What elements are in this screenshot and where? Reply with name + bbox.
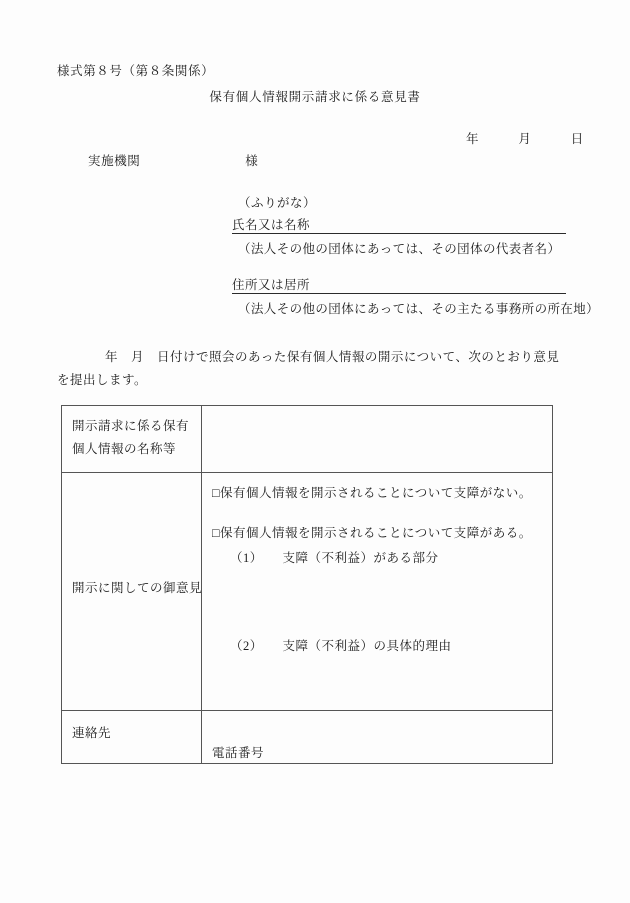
contact-label: 連絡先 (72, 726, 112, 740)
name-field-label: 氏名又は名称 (232, 218, 311, 232)
checkbox-option-has-problem[interactable]: □保有個人情報を開示されることについて支障がある。 (212, 526, 532, 540)
page-title: 保有個人情報開示請求に係る意見書 (209, 90, 421, 104)
address-field-note: （法人その他の団体にあっては、その主たる事務所の所在地） (238, 302, 600, 316)
opinion-label: 開示に関しての御意見 (72, 581, 203, 595)
form-number: 様式第８号（第８条関係） (57, 64, 215, 78)
table-row-opinion (62, 473, 553, 711)
phone-number-label: 電話番号 (212, 746, 265, 760)
name-field-rule (232, 233, 566, 234)
opinion-form-table (61, 405, 553, 764)
sub-item-specific-reason: （2） 支障（不利益）の具体的理由 (230, 639, 452, 653)
checkbox-option-no-problem[interactable]: □保有個人情報を開示されることについて支障がない。 (212, 486, 532, 500)
agency-addressee-line: 実施機関 様 (88, 154, 259, 168)
subject-label-cell (62, 406, 202, 473)
subject-label: 開示請求に係る保有個人情報の名称等 (72, 419, 190, 457)
opinion-label-cell (62, 473, 202, 711)
contact-label-cell (62, 711, 202, 764)
name-field-note: （法人その他の団体にあっては、その団体の代表者名） (238, 242, 561, 256)
address-field-rule (232, 293, 566, 294)
table-row-contact (62, 711, 553, 764)
intro-paragraph: 年 月 日付けで照会のあった保有個人情報の開示について、次のとおり意見を提出します。 (57, 350, 560, 388)
opinion-value-cell[interactable] (202, 473, 553, 711)
contact-value-cell[interactable] (202, 711, 553, 764)
subject-value (202, 406, 552, 424)
subject-value-cell[interactable] (202, 406, 553, 473)
table-row-subject (62, 406, 553, 473)
sub-item-affected-portion: （1） 支障（不利益）がある部分 (230, 551, 439, 565)
date-line: 年 月 日 (466, 132, 584, 146)
furigana-label: （ふりがな） (238, 196, 317, 210)
address-field-label: 住所又は居所 (232, 278, 311, 292)
